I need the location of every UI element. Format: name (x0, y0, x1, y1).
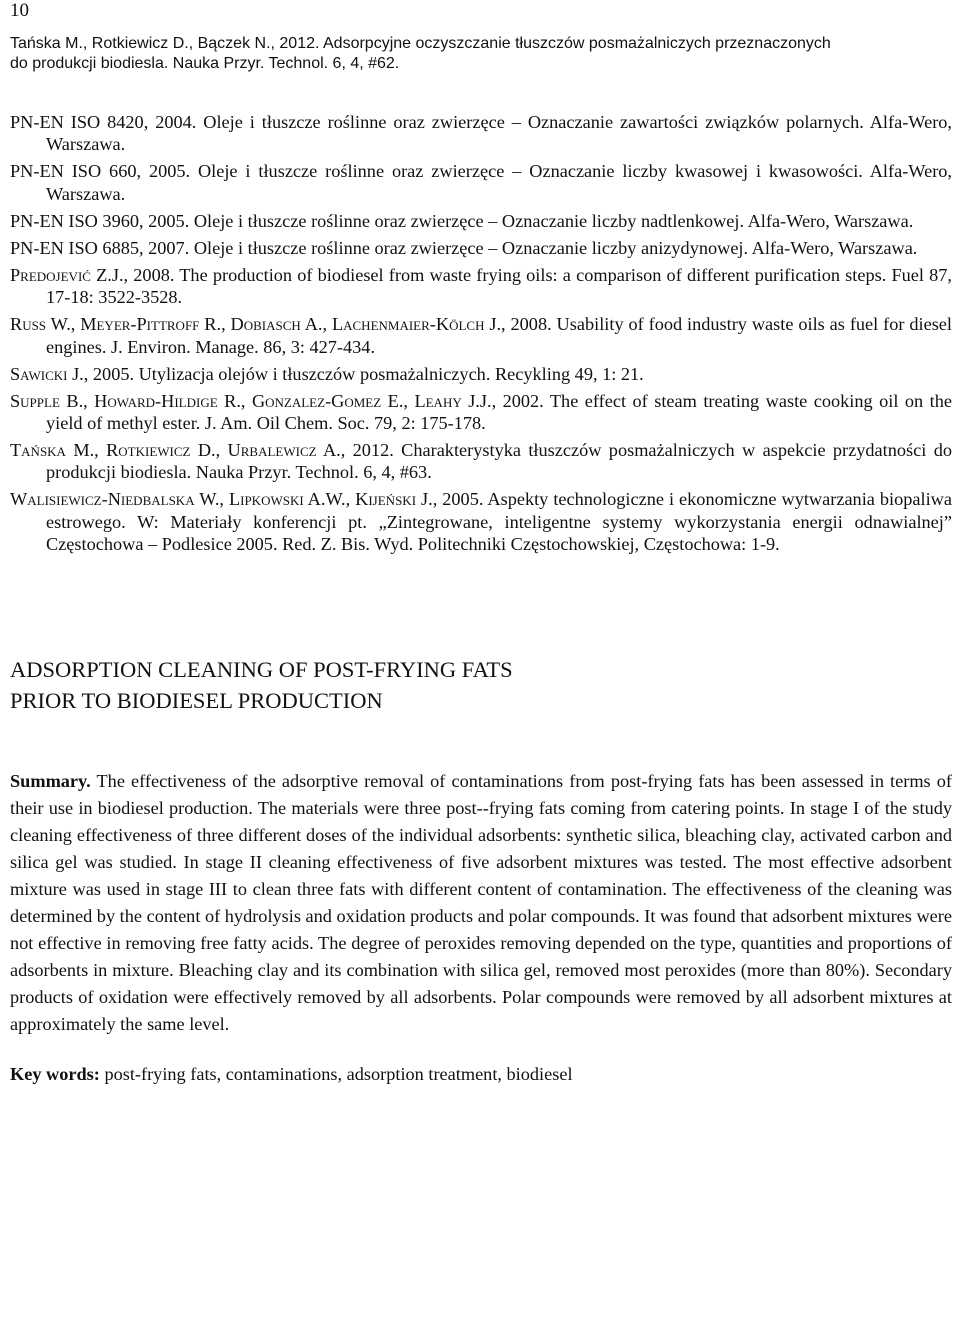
summary-paragraph (10, 768, 952, 1038)
summary-text: The effectiveness of the adsorptive removal of contaminations from post-frying fats has been assessed in terms of their use in biodiesel production. The materials were three post--frying fats coming from catering points. In stage I of the study cleaning effectiveness of three different doses of the individual adsorbents: synthetic silica, bleaching clay, activated carbon and silica gel was studied. In stage II cleaning effectiveness of five adsorbent mixtures was tested. The most effective adsorbent mixture was used in stage III to clean three fats with different content of contamination. The effectiveness of the cleaning was determined by the content of hydrolysis and oxidation products and polar compounds. It was found that adsorbent mixtures were not effective in removing free fatty acids. The degree of peroxides removing depended on the type, quantities and proportions of adsorbents in mixture. Bleaching clay and its combination with silica gel, removed most peroxides (more than 80%). Secondary products of oxidation were effectively removed by all adsorbents. Polar compounds were removed by all adsorbent mixtures at approximately the same level. (10, 770, 952, 1034)
reference-item: Supple B., Howard-Hildige R., Gonzalez-Gomez E., Leahy J.J., 2002. The effect of steam treating waste cooking oil on the yield of methyl ester. J. Am. Oil Chem. Soc. 79, 2: 175-178. (10, 390, 952, 434)
reference-authors: Walisiewicz-Niedbalska W., Lipkowski A.W., Kijeński J. (10, 489, 433, 510)
reference-item: Predojević Z.J., 2008. The production of biodiesel from waste frying oils: a comparison of different purification steps. Fuel 87, 17-18: 3522-3528. (10, 264, 952, 308)
keywords-line (10, 1061, 952, 1088)
reference-list (10, 111, 952, 556)
reference-item: Sawicki J., 2005. Utylizacja olejów i tłuszczów posmażalniczych. Recykling 49, 1: 21. (10, 363, 644, 384)
keywords-label: Key words: (10, 1063, 100, 1084)
page-number: 10 (10, 0, 29, 21)
english-title-line-2: PRIOR TO BIODIESEL PRODUCTION (10, 687, 383, 713)
english-title (10, 654, 952, 716)
reference-item: Tańska M., Rotkiewicz D., Urbalewicz A., 2012. Charakterystyka tłuszczów posmażalniczych w aspekcie przydatności do produkcji biodiesla. Nauka Przyr. Technol. 6, 4, #63. (10, 440, 952, 483)
reference-item: Walisiewicz-Niedbalska W., Lipkowski A.W., Kijeński J., 2005. Aspekty technologiczne i ekonomiczne wytwarzania biopaliwa estrowego. W: Materiały konferencji pt. „Zintegrowane, inteligentne systemy wykorzystania energii odnawialnej” Częstochowa – Podlesice 2005. Red. Z. Bis. Wyd. Politechniki Częstochowskiej, Częstochowa: 1-9. (10, 489, 952, 555)
paper-page (10, 0, 952, 1088)
reference-authors: Predojević Z.J. (10, 264, 124, 285)
reference-item: PN-EN ISO 3960, 2005. Oleje i tłuszcze roślinne oraz zwierzęce – Oznaczanie liczby nadtlenkowej. Alfa-Wero, Warszawa. (10, 210, 914, 231)
running-header-line-2: do produkcji biodiesla. Nauka Przyr. Technol. 6, 4, #62. (10, 55, 400, 72)
reference-item: PN-EN ISO 6885, 2007. Oleje i tłuszcze roślinne oraz zwierzęce – Oznaczanie liczby anizydynowej. Alfa-Wero, Warszawa. (10, 237, 918, 258)
reference-item: PN-EN ISO 660, 2005. Oleje i tłuszcze roślinne oraz zwierzęce – Oznaczanie liczby kwasowej i kwasowości. Alfa-Wero, Warszawa. (10, 161, 952, 204)
reference-authors: Sawicki J. (10, 363, 84, 384)
running-header (10, 34, 952, 74)
reference-item: Russ W., Meyer-Pittroff R., Dobiasch A., Lachenmaier-Kölch J., 2008. Usability of food industry waste oils as fuel for diesel engines. J. Environ. Manage. 86, 3: 427-434. (10, 314, 952, 357)
reference-authors: Supple B., Howard-Hildige R., Gonzalez-Gomez E., Leahy J.J. (10, 390, 492, 411)
keywords-text: post-frying fats, contaminations, adsorption treatment, biodiesel (99, 1063, 573, 1084)
reference-item: PN-EN ISO 8420, 2004. Oleje i tłuszcze roślinne oraz zwierzęce – Oznaczanie zawartości związków polarnych. Alfa-Wero, Warszawa. (10, 112, 952, 155)
summary-label: Summary. (10, 770, 91, 791)
reference-authors: Tańska M., Rotkiewicz D., Urbalewicz A. (10, 440, 341, 461)
running-header-line-1: Tańska M., Rotkiewicz D., Bączek N., 2012. Adsorpcyjne oczyszczanie tłuszczów posmażalniczych przeznaczonych (10, 35, 831, 52)
english-title-line-1: ADSORPTION CLEANING OF POST-FRYING FATS (10, 656, 513, 682)
reference-authors: Russ W., Meyer-Pittroff R., Dobiasch A., Lachenmaier-Kölch J. (10, 314, 502, 335)
